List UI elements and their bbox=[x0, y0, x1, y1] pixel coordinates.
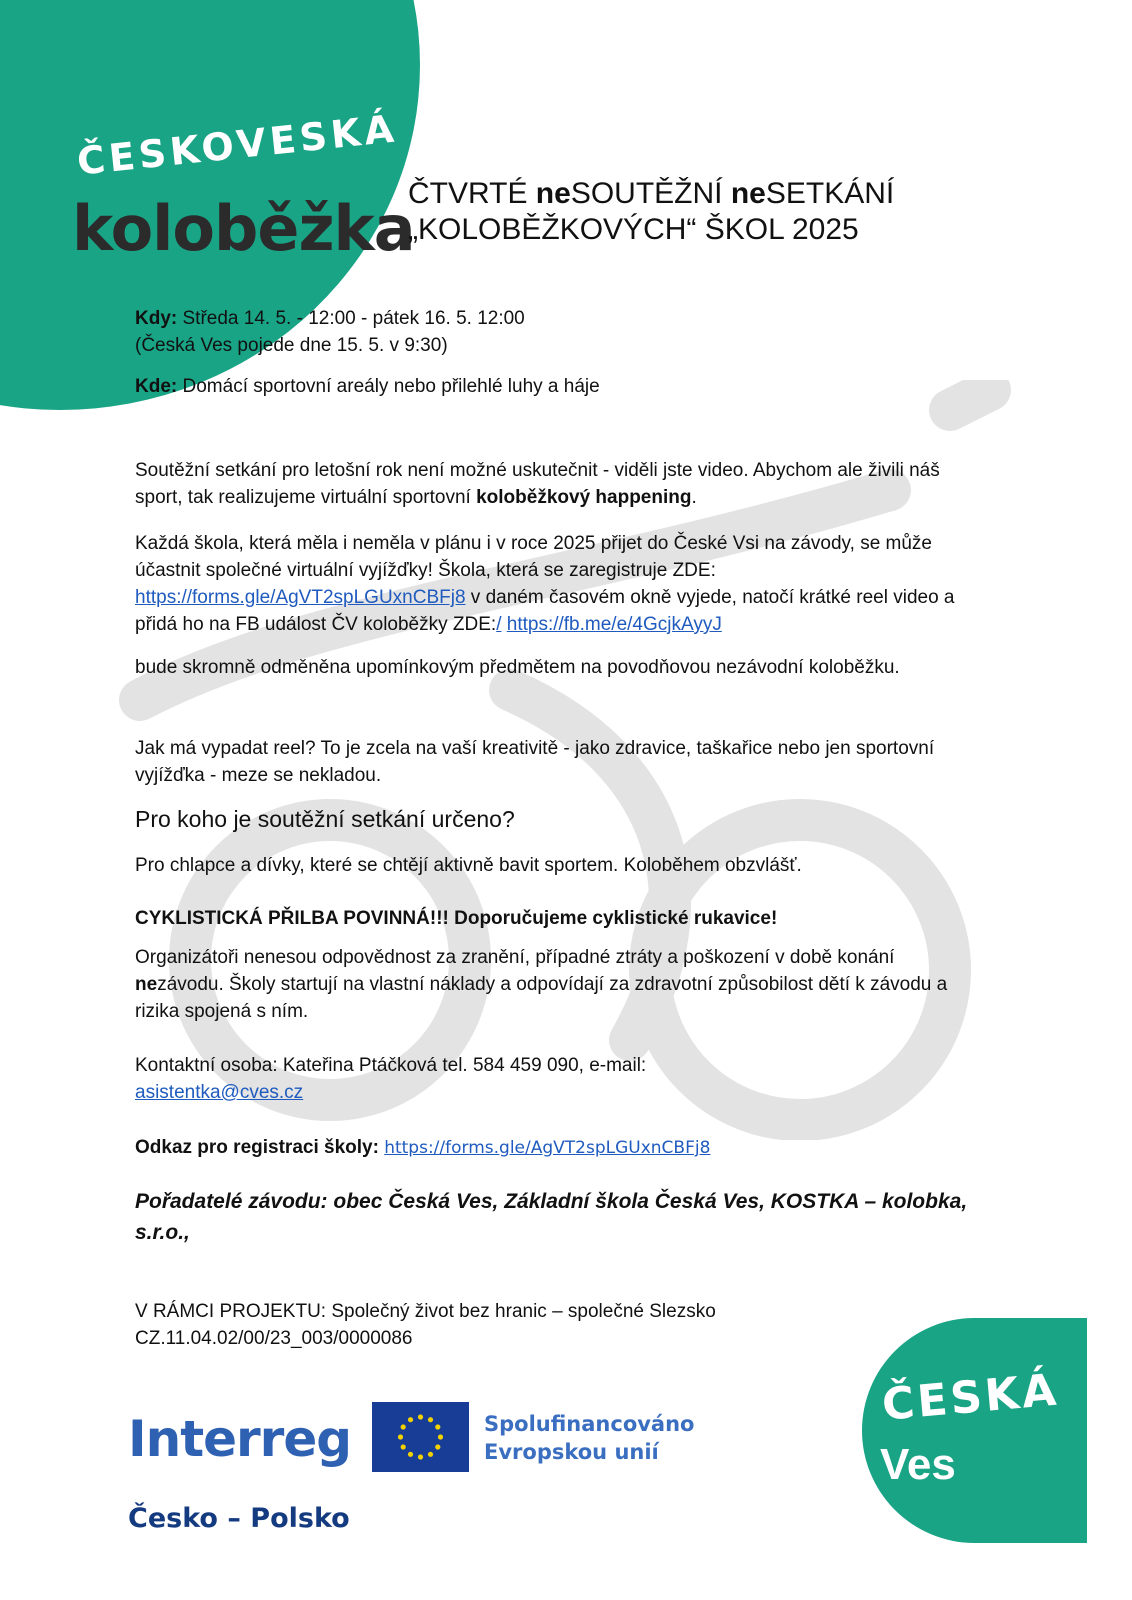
page-title bbox=[408, 176, 894, 248]
for-whom-heading: Pro koho je soutěžní setkání určeno? bbox=[135, 806, 515, 832]
fb-slash-link[interactable]: / bbox=[496, 614, 502, 635]
liability-paragraph: Organizátoři nenesou odpovědnost za zranění, případné ztráty a poškození v době konání nezávodu. Školy startují na vlastní náklady a odpovídají za zdravotní způsobilost dětí k závodu a rizika spojená s ním. bbox=[135, 947, 948, 1022]
badge-ves-text: Ves bbox=[880, 1440, 956, 1489]
contact-block bbox=[135, 1052, 985, 1106]
ceska-ves-badge-square bbox=[975, 1318, 1087, 1543]
interreg-logo-text: Interreg bbox=[128, 1410, 352, 1468]
contact-email-link[interactable]: asistentka@cves.cz bbox=[135, 1082, 304, 1103]
when-note: (Česká Ves pojede dne 15. 5. v 9:30) bbox=[135, 335, 448, 356]
where-label: Kde: bbox=[135, 376, 178, 397]
project-code: CZ.11.04.02/00/23_003/0000086 bbox=[135, 1328, 413, 1349]
when-value: Středa 14. 5. - 12:00 - pátek 16. 5. 12:00 bbox=[177, 308, 525, 329]
badge-ceska-text: ČESKÁ bbox=[880, 1364, 1061, 1431]
fb-event-link[interactable]: https://fb.me/e/4GcjkAyyJ bbox=[506, 614, 722, 635]
helmet-notice: CYKLISTICKÁ PŘILBA POVINNÁ!!! Doporučujeme cyklistické rukavice! bbox=[135, 908, 778, 929]
reel-paragraph: Jak má vypadat reel? To je zcela na vaší kreativitě - jako zdravice, taškařice nebo jen sportovní vyjížďka - meze se nekladou. bbox=[135, 738, 935, 786]
title-line-1: ČTVRTÉ neSOUTĚŽNÍ neSETKÁNÍ bbox=[408, 177, 895, 210]
registration-form-link[interactable]: https://forms.gle/AgVT2spLGUxnCBFj8 bbox=[135, 587, 466, 608]
registration-block bbox=[135, 1134, 985, 1162]
title-line-2: „KOLOBĚŽKOVÝCH“ ŠKOL 2025 bbox=[408, 213, 859, 246]
logo-ceskoveska-text: ČESKOVESKÁ bbox=[75, 106, 400, 184]
logo-kolobezka-text: koloběžka bbox=[72, 192, 415, 265]
project-line-1: V RÁMCI PROJEKTU: Společný život bez hranic – společné Slezsko bbox=[135, 1301, 716, 1322]
cesko-polsko-text: Česko – Polsko bbox=[128, 1503, 350, 1534]
eu-flag-icon bbox=[372, 1402, 469, 1472]
registration-label: Odkaz pro registraci školy: bbox=[135, 1137, 379, 1158]
eu-cofinanced-text: Spolufinancováno Evropskou unií bbox=[484, 1412, 695, 1464]
intro-paragraph: Soutěžní setkání pro letošní rok není možné uskutečnit - viděli jste video. Abychom ale živili náš sport, tak realizujeme virtuální sportovní koloběžkový happening. bbox=[135, 460, 940, 508]
contact-text: Kontaktní osoba: Kateřina Ptáčková tel. 584 459 090, e-mail: bbox=[135, 1055, 647, 1076]
registration-link[interactable]: https://forms.gle/AgVT2spLGUxnCBFj8 bbox=[384, 1138, 711, 1158]
participation-paragraph: Každá škola, která měla i neměla v plánu i v roce 2025 přijet do České Vsi na závody, se může účastnit společné virtuální vyjížďky! Škola, která se zaregistruje ZDE: https://forms.gle/AgVT2spLGUxnCBFj8 v daném časovém okně vyjede, natočí krátké reel video a přidá ho na FB událost ČV koloběžky ZDE:/ https://fb.me/e/4GcjkAyyJ bbox=[135, 533, 955, 635]
happening-bold: koloběžkový happening bbox=[476, 487, 692, 508]
organizers-text: Pořadatelé závodu: obec Česká Ves, Základní škola Česká Ves, KOSTKA – kolobka, s.r.o., bbox=[135, 1190, 968, 1244]
for-whom-text: Pro chlapce a dívky, které se chtějí aktivně bavit sportem. Koloběhem obzvlášť. bbox=[135, 855, 802, 876]
when-label: Kdy: bbox=[135, 308, 178, 329]
where-value: Domácí sportovní areály nebo přilehlé luhy a háje bbox=[177, 376, 600, 397]
project-info bbox=[135, 1298, 985, 1352]
eu-stars-icon bbox=[372, 1402, 469, 1472]
when-block bbox=[135, 305, 695, 359]
reward-paragraph: bude skromně odměněna upomínkovým předmětem na povodňovou nezávodní koloběžku. bbox=[135, 657, 900, 678]
where-block bbox=[135, 373, 695, 400]
